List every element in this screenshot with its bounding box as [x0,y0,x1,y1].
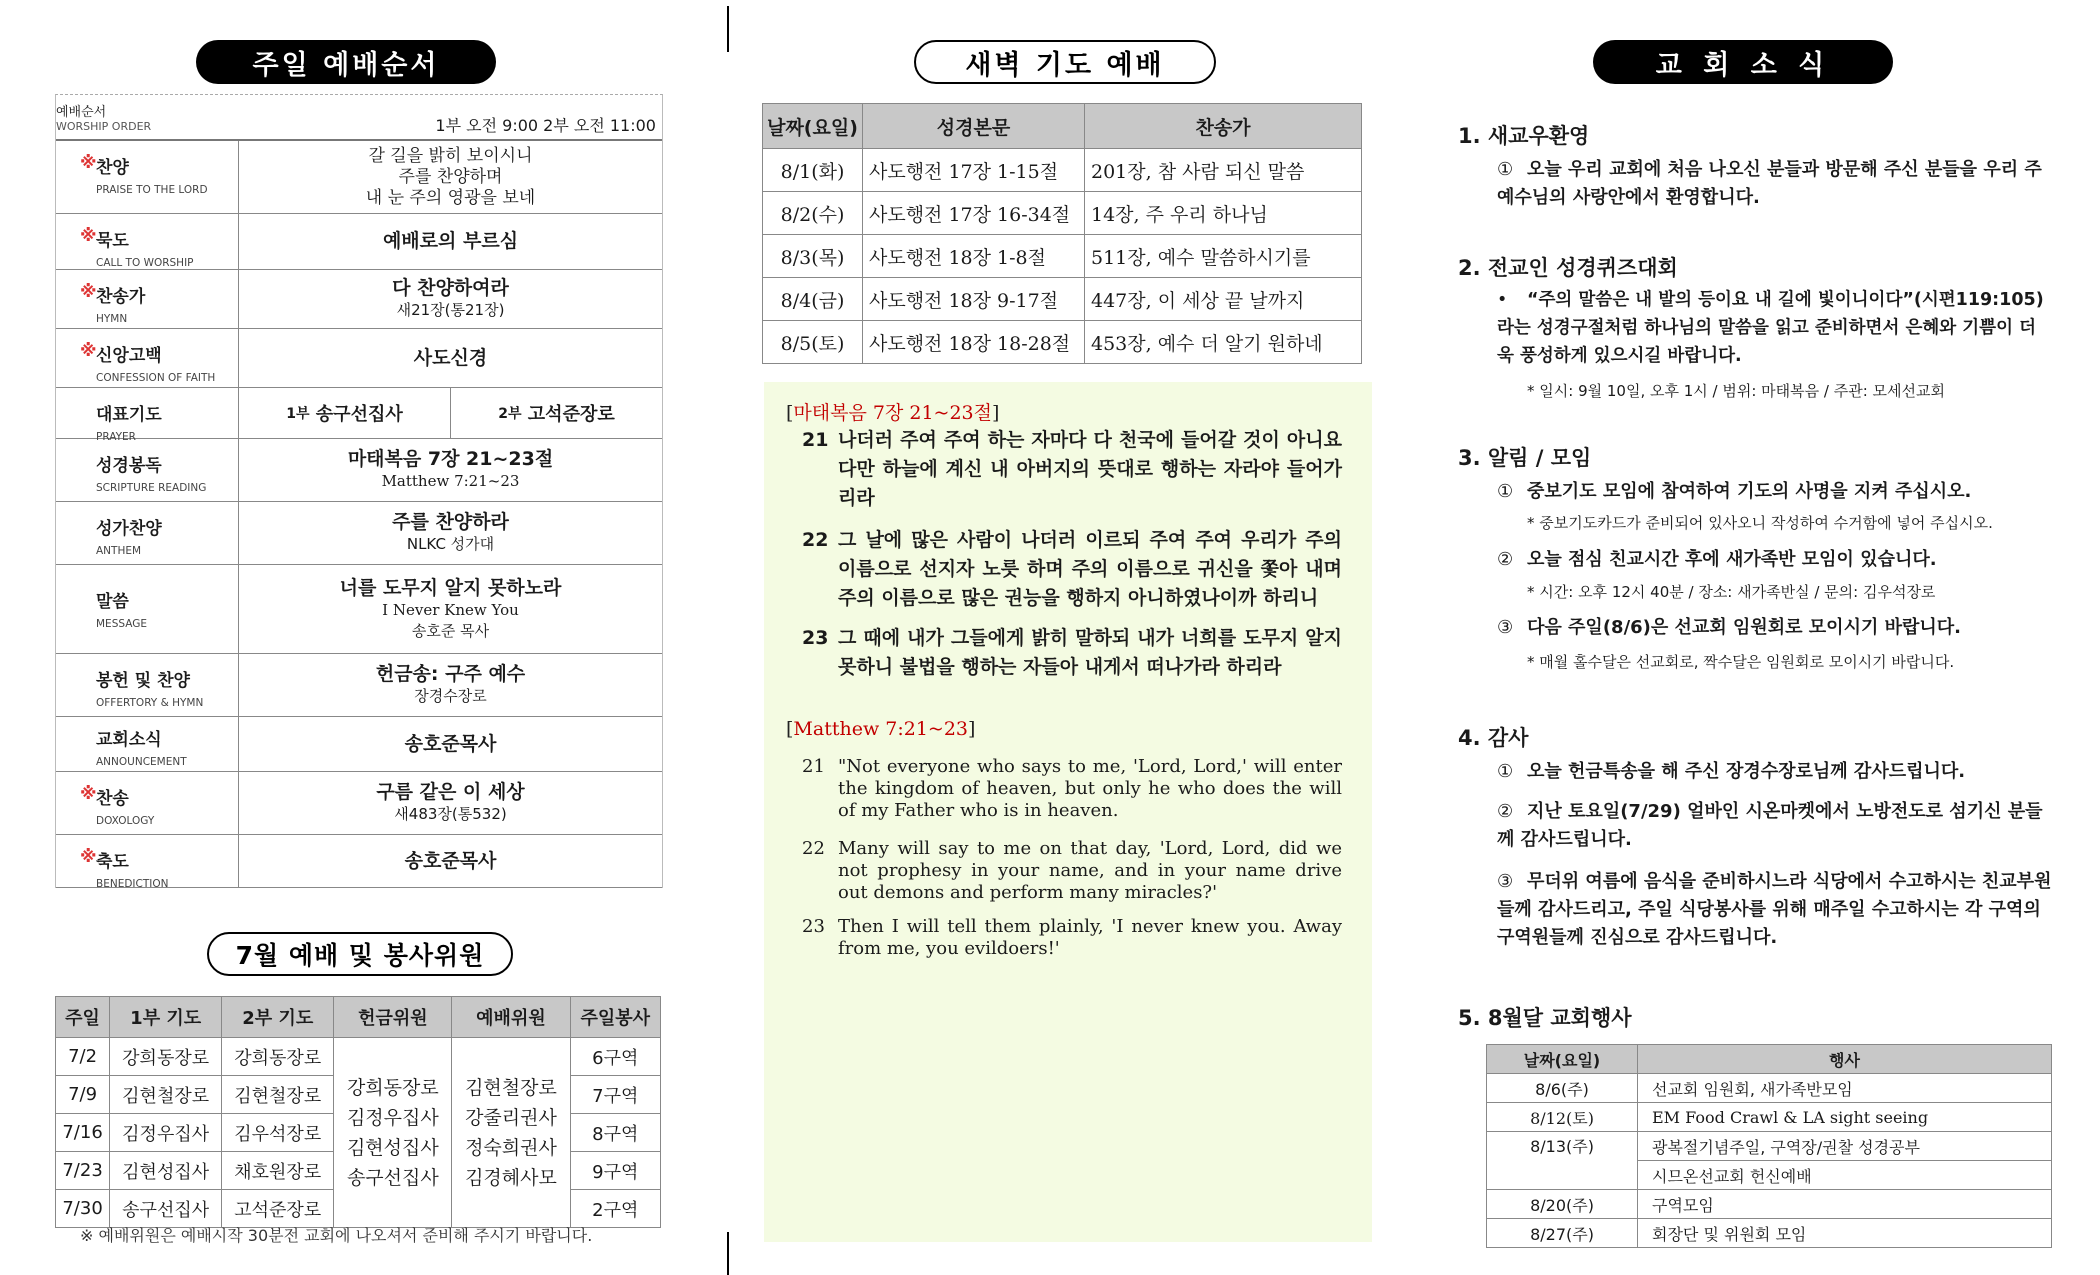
table-row [1487,1074,2052,1103]
row-label-en: ANNOUNCEMENT [96,756,187,768]
news-item: • “주의 말씀은 내 발의 등이요 내 길에 빛이니이다”(시편119:105)라는 성경구절처럼 하나님의 말씀을 읽고 준비하면서 은혜와 기쁨이 더욱 풍성하게 있으시길 바랍니다. [1497,290,2044,366]
service-group: 7구역 [570,1076,660,1114]
dawn-prayer-table [762,103,1362,364]
dawn-date: 8/4(금) [763,278,863,321]
row-subcontent: Matthew 7:21~23 [381,472,520,490]
row-label-en: PRAYER [96,431,136,443]
row-content: 헌금송: 구주 예수 [375,663,526,685]
event-date: 8/20(주) [1487,1190,1638,1219]
worship-row-hymn [56,270,662,329]
table-row [1487,1219,2052,1248]
event-name: 광복절기념주일, 구역장/권찰 성경공부 [1638,1132,2052,1161]
row-label-en: PRAISE TO THE LORD [96,184,208,196]
event-date: 8/6(주) [1487,1074,1638,1103]
table-row [763,149,1362,192]
praise-line: 내 눈 주의 영광을 보네 [365,187,536,208]
dawn-passage: 사도행전 17장 16-34절 [863,192,1085,235]
news-item: ① 중보기도 모임에 참여하여 기도의 사명을 지켜 주십시오. [1497,481,1972,502]
row-label: 찬송 [96,789,129,809]
news-item: ③ 다음 주일(8/6)은 선교회 임원회로 모이시기 바랍니다. [1497,617,1962,638]
news-item: ① 오늘 헌금특송을 해 주신 장경수장로님께 감사드립니다. [1497,761,1966,782]
dawn-date: 8/5(토) [763,321,863,364]
row-label: 찬양 [96,158,129,178]
row-label: 말씀 [96,592,129,612]
offering-committee: 강희동장로 김정우집사 김현성집사 송구선집사 [334,1038,452,1228]
sunday-date: 7/23 [56,1152,110,1190]
first-service-prayer: 김현성집사 [110,1152,222,1190]
news-note: * 중보기도카드가 준비되어 있사오니 작성하여 수거함에 넣어 주십시오. [1527,514,1993,532]
july-committee-table [55,996,661,1228]
worship-order-title: 주일 예배순서 [196,40,496,84]
news-section-events: 5. 8월달 교회행사 [1458,1006,1632,1030]
scripture-ref-en: [Matthew 7:21~23] [786,718,976,740]
event-date: 8/12(토) [1487,1103,1638,1132]
dawn-prayer-title: 새벽 기도 예배 [914,40,1216,84]
dawn-hymn: 453장, 예수 더 알기 원하네 [1085,321,1362,364]
row-content: 송호준목사 [404,732,497,755]
table-header-row [56,997,661,1038]
worship-row-doxology [56,772,662,835]
dawn-hymn: 447장, 이 세상 끝 날까지 [1085,278,1362,321]
second-service-prayer: 고석준장로 [222,1190,334,1228]
scripture-ref-ko: [마태복음 7장 21~23절] [786,402,1000,424]
column-header: 행사 [1638,1045,2052,1074]
page-divider-bottom [727,1232,729,1275]
stand-marker: ※ [80,153,97,173]
table-row [56,1038,661,1076]
column-header: 날짜(요일) [763,104,863,149]
worship-order-label: 예배순서 [56,105,107,120]
table-row [763,192,1362,235]
service-group: 8구역 [570,1114,660,1152]
news-section-welcome: 1. 새교우환영 [1458,124,1590,148]
news-note: * 시간: 오후 12시 40분 / 장소: 새가족반실 / 문의: 김우석장로 [1527,583,1936,601]
sunday-date: 7/2 [56,1038,110,1076]
row-label: 대표기도 [96,405,162,425]
news-item: ② 오늘 점심 친교시간 후에 새가족반 모임이 있습니다. [1497,549,1937,570]
church-news-title: 교 회 소 식 [1593,40,1893,84]
stand-marker: ※ [80,226,97,246]
row-subcontent: 새21장(통21장) [396,301,505,319]
row-label-en: BENEDICTION [96,878,169,890]
stand-marker: ※ [80,282,97,302]
verse-ko-22: 22 그 날에 많은 사람이 나더러 이르되 주여 주여 우리가 주의 이름으로 선지자 노릇 하며 주의 이름으로 귀신을 쫓아 내며 주의 이름으로 많은 권능을 행하지 아니하였나이까 하리니 [802,529,1342,609]
event-name: 구역모임 [1638,1190,2052,1219]
row-label: 신앙고백 [96,346,162,366]
row-label-en: ANTHEM [96,545,142,557]
august-events-table [1486,1044,2052,1248]
service-times: 1부 오전 9:00 2부 오전 11:00 [435,116,656,135]
news-note: * 매월 홀수달은 선교회로, 짝수달은 임원회로 모이시기 바랍니다. [1527,653,1955,671]
column-header: 헌금위원 [334,997,452,1038]
first-service-prayer: 김정우집사 [110,1114,222,1152]
stand-marker: ※ [80,341,97,361]
row-content: 예배로의 부르심 [382,230,519,252]
scripture-box [764,382,1372,1242]
news-item: ① 오늘 우리 교회에 처음 나오신 분들과 방문해 주신 분들을 우리 주 예수님의 사랑안에서 환영합니다. [1497,159,2042,208]
row-label: 축도 [96,852,129,872]
verse-en-22: 22 Many will say to me on that day, 'Lord, Lord, did we not prophesy in your name, and in your name drive out demons and perform many miracles?' [802,838,1342,903]
event-date: 8/13(주) [1487,1132,1638,1190]
table-header-row [763,104,1362,149]
worship-row-creed [56,329,662,388]
first-service-prayer: 강희동장로 [110,1038,222,1076]
preacher: 송호준 목사 [411,621,490,640]
dawn-passage: 사도행전 18장 9-17절 [863,278,1085,321]
worship-row-call [56,214,662,270]
row-label: 성경봉독 [96,456,162,476]
dawn-date: 8/3(목) [763,235,863,278]
verse-ko-21: 21 나더러 주여 주여 하는 자마다 다 천국에 들어갈 것이 아니요 다만 하늘에 계신 내 아버지의 뜻대로 행하는 자라야 들어가리라 [802,429,1342,509]
row-label-en: SCRIPTURE READING [96,482,207,494]
table-row [763,278,1362,321]
row-label-en: MESSAGE [96,618,147,630]
sermon-title-en: I Never Knew You [382,600,519,619]
worship-row-announcement [56,717,662,772]
event-name: 시므온선교회 헌신예배 [1638,1161,2052,1190]
dawn-hymn: 511장, 예수 말씀하시기를 [1085,235,1362,278]
verse-en-21: 21 "Not everyone who says to me, 'Lord, Lord,' will enter the kingdom of heaven, but only he who does the will of my Father who is in heaven. [802,756,1342,821]
column-header: 주일봉사 [570,997,660,1038]
table-row [1487,1103,2052,1132]
worship-row-praise [56,141,662,214]
news-item: ③ 무더위 여름에 음식을 준비하시느라 식당에서 수고하시는 친교부원들께 감사드리고, 주일 식당봉사를 위해 매주일 수고하시는 각 구역의 구역원들께 진심으로 감사드립니다. [1497,871,2052,948]
dawn-hymn: 14장, 주 우리 하나님 [1085,192,1362,235]
table-row [763,321,1362,364]
row-content: 주를 찬양하라 [392,511,509,533]
second-service-prayer: 김현철장로 [222,1076,334,1114]
second-service-prayer: 강희동장로 [222,1038,334,1076]
service-group: 2구역 [570,1190,660,1228]
stand-marker: ※ [80,847,97,867]
news-section-bible-quiz: 2. 전교인 성경퀴즈대회 [1458,256,1678,280]
sunday-date: 7/30 [56,1190,110,1228]
second-service-prayer: 채호원장로 [222,1152,334,1190]
worship-row-offertory [56,654,662,717]
table-row [1487,1132,2052,1161]
service-group: 9구역 [570,1152,660,1190]
worship-row-benediction [56,835,662,888]
praise-line: 주를 찬양하며 [398,166,503,187]
verse-ko-23: 23 그 때에 내가 그들에게 밝히 말하되 내가 너희를 도무지 알지 못하니 불법을 행하는 자들아 내게서 떠나가라 하리라 [802,627,1342,678]
row-label: 성가찬양 [96,519,162,539]
dawn-hymn: 201장, 참 사람 되신 말씀 [1085,149,1362,192]
row-label-en: CALL TO WORSHIP [96,257,194,269]
sunday-date: 7/9 [56,1076,110,1114]
event-name: 선교회 임원회, 새가족반모임 [1638,1074,2052,1103]
column-header: 성경본문 [863,104,1085,149]
row-label: 찬송가 [96,287,146,307]
row-label-en: OFFERTORY & HYMN [96,697,204,709]
worship-row-message [56,565,662,654]
prayer-part2: 2부 고석준장로 [450,388,662,438]
dawn-passage: 사도행전 18장 18-28절 [863,321,1085,364]
row-content: 마태복음 7장 21~23절 [347,448,554,470]
row-subcontent: NLKC 성가대 [406,535,495,553]
column-header: 찬송가 [1085,104,1362,149]
column-header: 예배위원 [452,997,570,1038]
column-header: 주일 [56,997,110,1038]
prayer-part1: 1부 송구선집사 [286,404,403,425]
row-content: 구름 같은 이 세상 [376,781,525,803]
first-service-prayer: 송구선집사 [110,1190,222,1228]
row-content: 다 찬양하여라 [392,277,509,299]
row-label-en: DOXOLOGY [96,815,155,827]
row-subcontent: 새483장(통532) [394,805,507,823]
event-name: EM Food Crawl & LA sight seeing [1638,1103,2052,1132]
row-content: 송호준목사 [404,849,497,872]
page-divider-top [727,6,729,52]
worship-row-scripture [56,439,662,502]
stand-marker: ※ [80,784,97,804]
row-label: 묵도 [96,231,129,251]
table-row [1487,1190,2052,1219]
news-item: ② 지난 토요일(7/29) 얼바인 시온마켓에서 노방전도로 섬기신 분들께 감사드립니다. [1497,801,2043,850]
sunday-date: 7/16 [56,1114,110,1152]
dawn-date: 8/1(화) [763,149,863,192]
worship-row-prayer [56,388,662,443]
second-service-prayer: 김우석장로 [222,1114,334,1152]
dawn-passage: 사도행전 18장 1-8절 [863,235,1085,278]
worship-order-header [56,95,662,141]
dawn-passage: 사도행전 17장 1-15절 [863,149,1085,192]
row-label: 봉헌 및 찬양 [96,671,190,691]
row-content: 사도신경 [413,346,488,369]
news-section-notices: 3. 알림 / 모임 [1458,446,1592,470]
sermon-title: 너를 도무지 알지 못하노라 [339,576,562,599]
table-header-row [1487,1045,2052,1074]
praise-line: 갈 길을 밝히 보이시니 [368,145,533,166]
service-group: 6구역 [570,1038,660,1076]
row-label-en: HYMN [96,313,128,325]
first-service-prayer: 김현철장로 [110,1076,222,1114]
dawn-date: 8/2(수) [763,192,863,235]
table-row [763,235,1362,278]
volunteer-footnote: ※ 예배위원은 예배시작 30분전 교회에 나오셔서 준비해 주시기 바랍니다. [80,1226,593,1245]
column-header: 날짜(요일) [1487,1045,1638,1074]
news-section-thanks: 4. 감사 [1458,726,1529,750]
row-label-en: CONFESSION OF FAITH [96,372,216,384]
worship-order-table [55,94,663,888]
row-subcontent: 장경수장로 [414,687,487,705]
column-header: 1부 기도 [110,997,222,1038]
worship-committee: 김현철장로 강줄리권사 정숙희권사 김경혜사모 [452,1038,570,1228]
row-label: 교회소식 [96,730,162,750]
july-committee-title: 7월 예배 및 봉사위원 [207,932,513,976]
column-header: 2부 기도 [222,997,334,1038]
event-name: 회장단 및 위원회 모임 [1638,1219,2052,1248]
event-date: 8/27(주) [1487,1219,1638,1248]
verse-en-23: 23 Then I will tell them plainly, 'I never knew you. Away from me, you evildoers!' [802,916,1342,959]
worship-order-label-en: WORSHIP ORDER [56,120,152,133]
worship-row-anthem [56,502,662,565]
news-note: * 일시: 9월 10일, 오후 1시 / 범위: 마태복음 / 주관: 모세선교회 [1527,382,1945,400]
